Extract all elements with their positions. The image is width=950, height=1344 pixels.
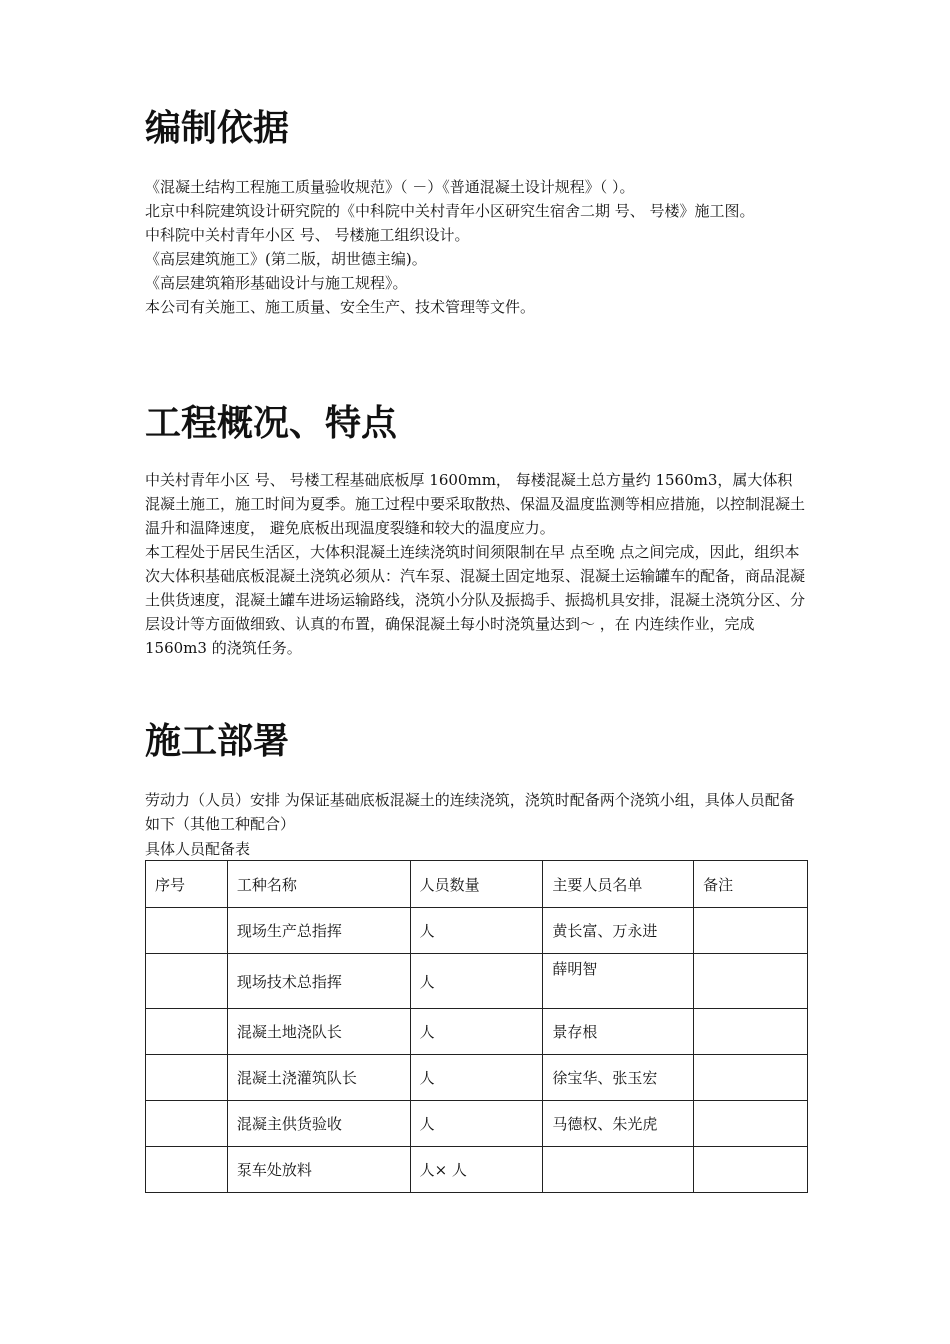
table-cell xyxy=(694,1101,808,1147)
table-cell xyxy=(694,1055,808,1101)
header-cell: 主要人员名单 xyxy=(543,861,694,908)
staffing-table xyxy=(145,860,808,1193)
table-cell xyxy=(146,1101,228,1147)
basis-item: 北京中科院建筑设计研究院的《中科院中关村青年小区研究生宿舍二期 号、 号楼》施工图。 xyxy=(145,202,755,220)
table-cell: 黄长富、万永进 xyxy=(543,908,694,954)
table-cell: 现场生产总指挥 xyxy=(227,908,410,954)
table-cell: 泵车处放料 xyxy=(227,1147,410,1193)
header-cell: 人员数量 xyxy=(410,861,543,908)
deployment-intro: 劳动力（人员）安排 为保证基础底板混凝土的连续浇筑，浇筑时配备两个浇筑小组，具体人员配备如下（其他工种配合） xyxy=(145,791,795,833)
header-cell: 序号 xyxy=(146,861,228,908)
basis-item: 《高层建筑施工》(第二版，胡世德主编)。 xyxy=(145,250,427,268)
table-cell: 人 xyxy=(410,1101,543,1147)
basis-item: 本公司有关施工、施工质量、安全生产、技术管理等文件。 xyxy=(145,298,536,316)
table-cell xyxy=(146,1055,228,1101)
overview-paragraph: 本工程处于居民生活区，大体积混凝土连续浇筑时间须限制在早 点至晚 点之间完成，因此，组织本次大体积基础底板混凝土浇筑必须从：汽车泵、混凝土固定地泵、混凝土运输罐车的配备，商品混凝土供货速度，混凝土罐车进场运输路线，浇筑小分队及振捣手、振捣机具安排，混凝土浇筑分区、分层设计等方面做细致、认真的布置，确保混凝土每小时浇筑量达到～ ，在 内连续作业，完成 1560m3 的浇筑任务。 xyxy=(145,543,806,657)
table-header-row xyxy=(146,861,808,908)
table-cell xyxy=(694,954,808,1009)
header-cell: 工种名称 xyxy=(227,861,410,908)
table-cell xyxy=(146,1009,228,1055)
basis-item: 中科院中关村青年小区 号、 号楼施工组织设计。 xyxy=(145,226,470,244)
table-cell: 人 xyxy=(410,908,543,954)
table-cell: 景存根 xyxy=(543,1009,694,1055)
section-title-overview: 工程概况、特点 xyxy=(145,403,398,444)
table-cell xyxy=(146,954,228,1009)
basis-list xyxy=(145,175,807,319)
table-cell: 马德权、朱光虎 xyxy=(543,1101,694,1147)
header-cell: 备注 xyxy=(694,861,808,908)
overview-paragraph: 中关村青年小区 号、 号楼工程基础底板厚 1600mm， 每楼混凝土总方量约 1560m3，属大体积混凝土施工，施工时间为夏季。施工过程中要采取散热、保温及温度监测等相应措施，以控制混凝土温升和温降速度， 避免底板出现温度裂缝和较大的温度应力。 xyxy=(145,471,806,537)
table-cell xyxy=(543,1147,694,1193)
basis-item: 《混凝土结构工程施工质量验收规范》（ －）《普通混凝土设计规程》（ ）。 xyxy=(145,178,635,196)
table-caption: 具体人员配备表 xyxy=(145,840,251,858)
table-cell xyxy=(146,1147,228,1193)
overview-text xyxy=(145,468,807,660)
table-cell: 混凝土浇灌筑队长 xyxy=(227,1055,410,1101)
table-row xyxy=(146,1101,808,1147)
section-title-deployment: 施工部署 xyxy=(145,721,290,762)
table-row xyxy=(146,1009,808,1055)
table-cell: 人 xyxy=(410,1009,543,1055)
table-cell: 人 xyxy=(410,954,543,1009)
table-cell xyxy=(146,908,228,954)
table-cell: 薛明智 xyxy=(543,954,694,1009)
table-cell: 混凝主供货验收 xyxy=(227,1101,410,1147)
table-row xyxy=(146,908,808,954)
table-cell: 人 xyxy=(410,1055,543,1101)
table-row xyxy=(146,1055,808,1101)
table-cell: 人× 人 xyxy=(410,1147,543,1193)
table-cell: 现场技术总指挥 xyxy=(227,954,410,1009)
table-row xyxy=(146,954,808,1009)
table-cell: 徐宝华、张玉宏 xyxy=(543,1055,694,1101)
table-cell: 混凝土地浇队长 xyxy=(227,1009,410,1055)
section-title-basis: 编制依据 xyxy=(145,108,290,149)
basis-item: 《高层建筑箱形基础设计与施工规程》。 xyxy=(145,274,408,292)
table-cell xyxy=(694,908,808,954)
table-row xyxy=(146,1147,808,1193)
table-cell xyxy=(694,1147,808,1193)
table-cell xyxy=(694,1009,808,1055)
